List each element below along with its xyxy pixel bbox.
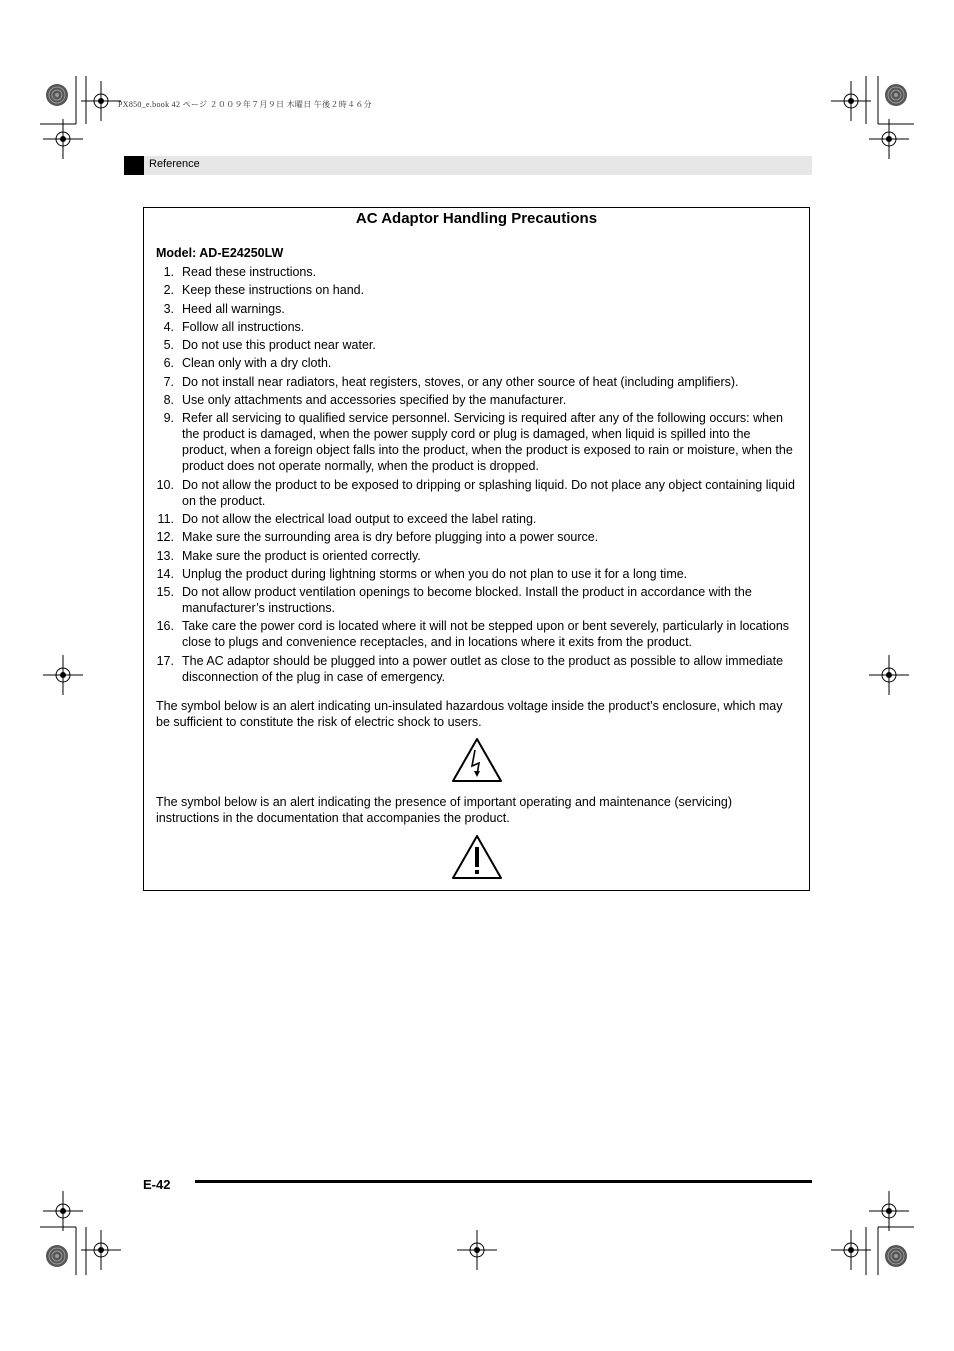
section-header [124,156,812,175]
section-label: Reference [149,158,200,170]
list-item: 13. Make sure the product is oriented correctly. [156,548,421,563]
model-label: Model: AD-E24250LW [156,246,284,260]
list-item: 3. Heed all warnings. [163,301,285,316]
footer-rule [195,1180,812,1183]
section-marker [124,156,144,175]
list-item: 8. Use only attachments and accessories specified by the manufacturer. [163,393,567,408]
list-item: 10. Do not allow the product to be exposed to dripping or splashing liquid. Do not place any object containing liquid on the product. [156,477,795,508]
list-item: 1. Read these instructions. [163,265,317,279]
list-item: 5. Do not use this product near water. [163,338,376,353]
list-item: 17. The AC adaptor should be plugged into a power outlet as close to the product as possible to allow immediate disconnection of the plug in case of emergency. [156,653,784,684]
list-item: 7. Do not install near radiators, heat registers, stoves, or any other source of heat (including amplifiers). [163,374,739,389]
print-info: PX850_e.book 42 ページ ２００９年７月９日 木曜日 午後２時４６分 [118,100,372,109]
list-item: 11. Do not allow the electrical load output to exceed the label rating. [157,511,537,526]
precautions-box [143,207,810,891]
box-title: AC Adaptor Handling Precautions [355,210,598,227]
list-item: 6. Clean only with a dry cloth. [163,356,332,371]
list-item: 9. Refer all servicing to qualified service personnel. Servicing is required after any of the following occurs: when the product is damaged, when the power supply cord or plug is damaged, when liquid is spilled into the product, when a foreign object falls into the product, when the product is exposed to rain or moisture, when the product does not operate normally, when the product is dropped. [163,411,793,474]
list-item: 14. Unplug the product during lightning storms or when you do not plan to use it for a long time. [156,566,688,581]
list-item: 2. Keep these instructions on hand. [163,283,365,298]
voltage-alert-text: The symbol below is an alert indicating un-insulated hazardous voltage inside the product’s enclosure, which may be sufficient to constitute the risk of electric shock to users. [156,699,783,729]
list-item: 15. Do not allow product ventilation openings to become blocked. Install the product in accordance with the manufacturer’s instructions. [156,585,752,616]
list-item: 16. Take care the power cord is located where it will not be stepped upon or bent severely, particularly in locations close to plugs and convenience receptacles, and in locations where it exits from the product. [156,619,790,650]
list-item: 12. Make sure the surrounding area is dry before plugging into a power source. [156,530,599,545]
lightning-warning-icon [451,737,503,783]
exclamation-warning-icon [451,834,503,880]
list-item: 4. Follow all instructions. [163,319,305,334]
instruction-list [156,264,796,687]
maintenance-alert-text: The symbol below is an alert indicating the presence of important operating and maintenance (servicing) instructions in the documentation that accompanies the product. [156,795,733,825]
page-number: E-42 [143,1177,171,1192]
